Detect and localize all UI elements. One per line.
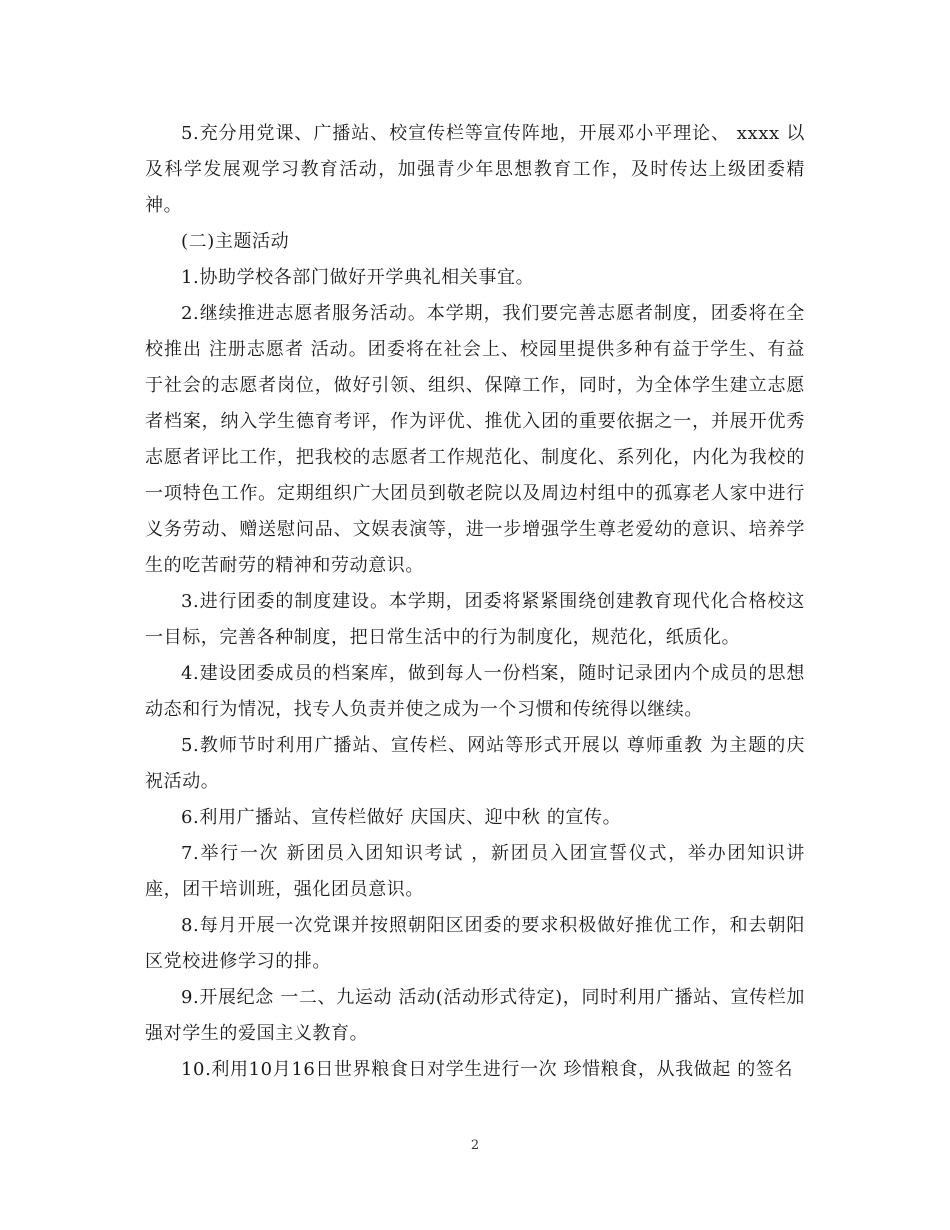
- page-number: 2: [470, 1138, 480, 1153]
- paragraph: 4.建设团委成员的档案库，做到每人一份档案，随时记录团内个成员的思想动态和行为情况，找专人负责并使之成为一个习惯和传统得以继续。: [145, 663, 805, 720]
- section-heading: (二)主题活动: [181, 231, 290, 252]
- paragraph: 6.利用广播站、宣传栏做好 庆国庆、迎中秋 的宣传。: [181, 807, 622, 828]
- paragraph: 1.协助学校各部门做好开学典礼相关事宜。: [181, 267, 535, 288]
- document-body: [145, 116, 805, 1088]
- paragraph: 7.举行一次 新团员入团知识考试 ，新团员入团宣誓仪式，举办团知识讲座，团干培训班，强化团员意识。: [145, 843, 805, 900]
- paragraph: 5.充分用党课、广播站、校宣传栏等宣传阵地，开展邓小平理论、 xxxx 以及科学发展观学习教育活动，加强青少年思想教育工作，及时传达上级团委精神。: [145, 123, 805, 216]
- paragraph: 8.每月开展一次党课并按照朝阳区团委的要求积极做好推优工作，和去朝阳区党校进修学习的排。: [145, 915, 805, 972]
- paragraph: 2.继续推进志愿者服务活动。本学期，我们要完善志愿者制度，团委将在全校推出 注册志愿者 活动。团委将在社会上、校园里提供多种有益于学生、有益于社会的志愿者岗位，做好引领、组织、保障工作，同时，为全体学生建立志愿者档案，纳入学生德育考评，作为评优、推优入团的重要依据之一，并展开优秀志愿者评比工作，把我校的志愿者工作规范化、制度化、系列化，内化为我校的一项特色工作。定期组织广大团员到敬老院以及周边村组中的孤寡老人家中进行义务劳动、赠送慰问品、文娱表演等，进一步增强学生尊老爱幼的意识、培养学生的吃苦耐劳的精神和劳动意识。: [145, 303, 805, 576]
- paragraph: 5.教师节时利用广播站、宣传栏、网站等形式开展以 尊师重教 为主题的庆祝活动。: [145, 735, 805, 792]
- paragraph: 9.开展纪念 一二、九运动 活动(活动形式待定)，同时利用广播站、宣传栏加强对学生的爱国主义教育。: [145, 987, 805, 1044]
- paragraph: 3.进行团委的制度建设。本学期，团委将紧紧围绕创建教育现代化合格校这一目标，完善各种制度，把日常生活中的行为制度化，规范化，纸质化。: [145, 591, 805, 648]
- paragraph: 10.利用10月16日世界粮食日对学生进行一次 珍惜粮食，从我做起 的签名: [181, 1059, 794, 1080]
